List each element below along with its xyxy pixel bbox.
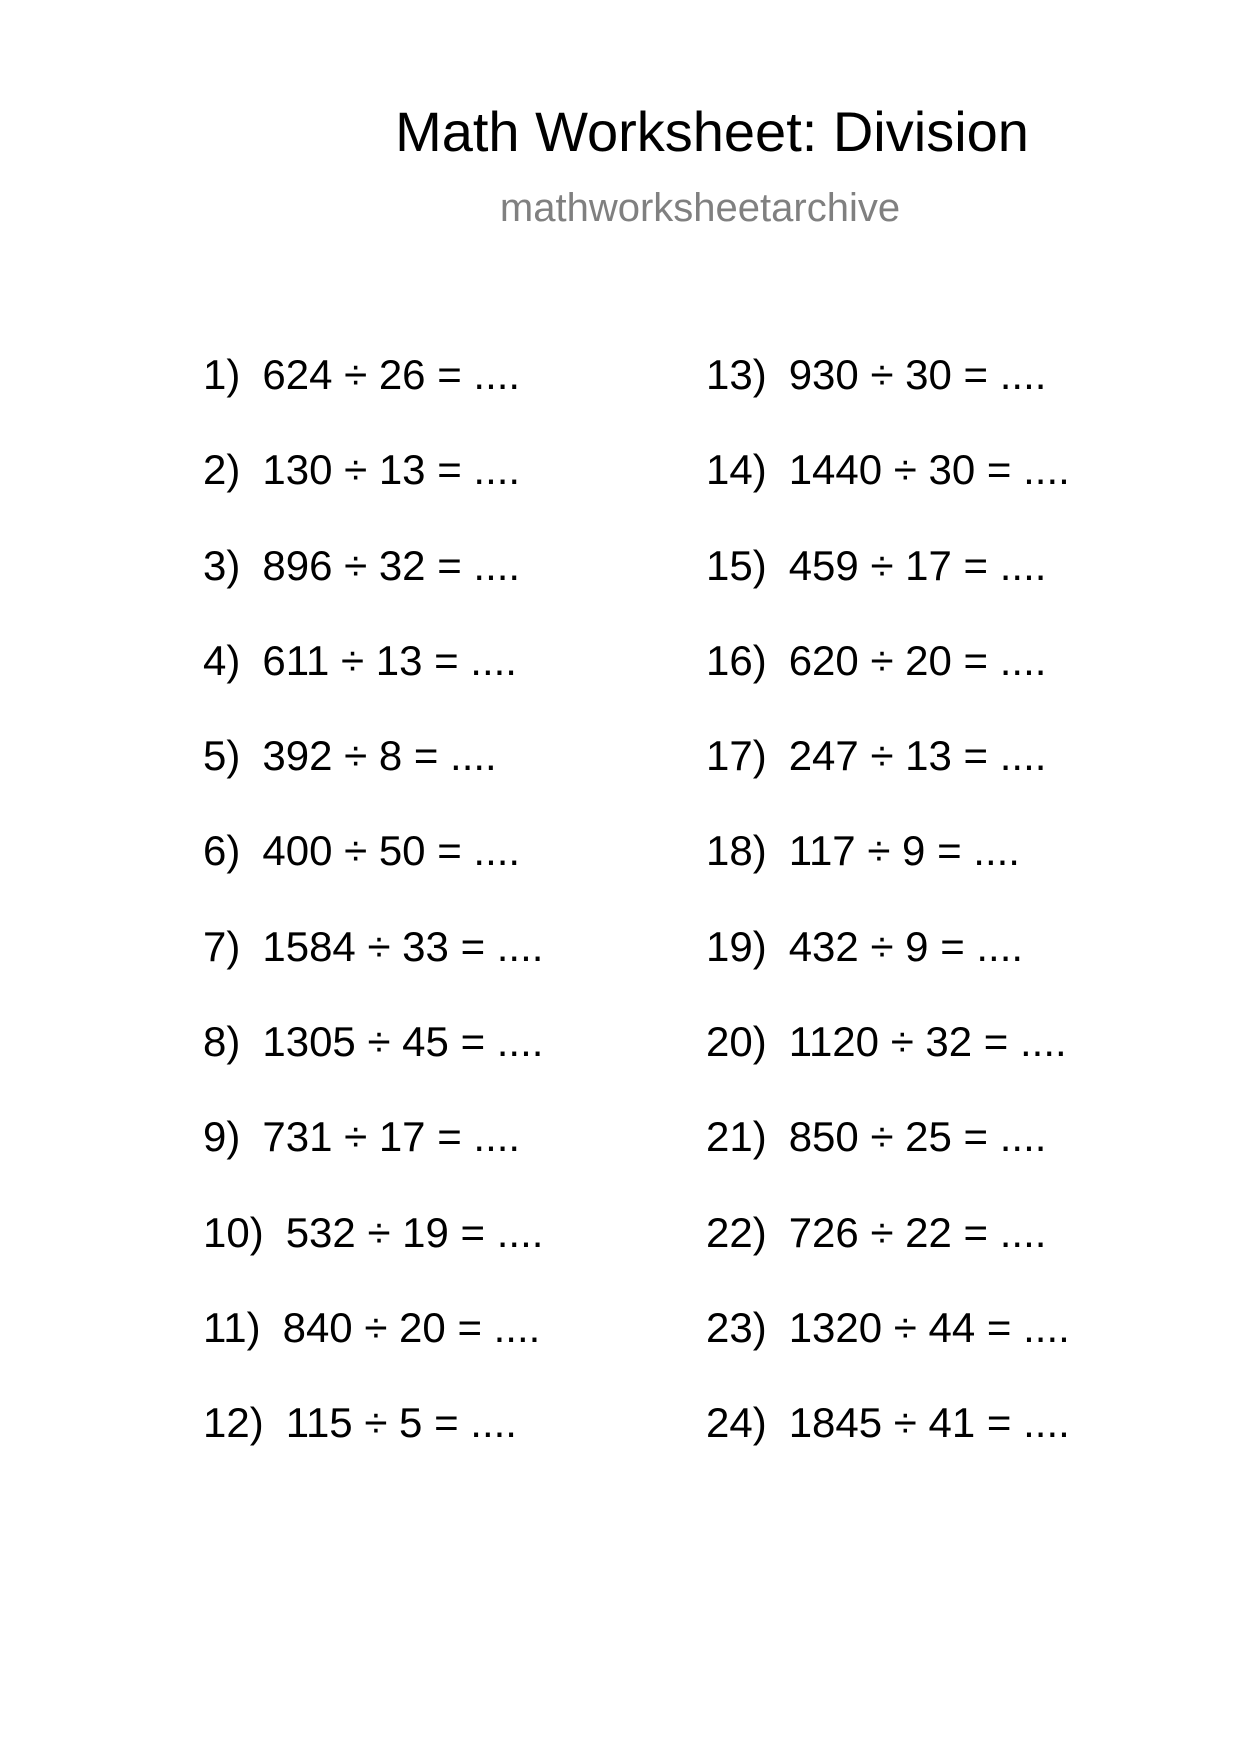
problem-item — [706, 826, 1070, 921]
problem-item — [203, 731, 543, 826]
problem-number: 16) — [706, 636, 767, 684]
problem-number: 1) — [203, 351, 241, 398]
problem-item — [203, 445, 543, 540]
problem-item — [203, 1112, 543, 1207]
problem-number: 4) — [203, 636, 241, 684]
problems-right-column — [706, 350, 1070, 1494]
problem-expression: 1120 ÷ 32 = .... — [788, 1018, 1067, 1066]
problem-item — [706, 636, 1070, 731]
problem-item — [203, 541, 543, 636]
problem-expression: 117 ÷ 9 = .... — [788, 827, 1020, 875]
problem-number: 2) — [203, 446, 241, 494]
problem-item — [706, 1017, 1070, 1112]
problem-number: 6) — [203, 827, 241, 875]
problem-item — [203, 1303, 543, 1398]
problem-number: 21) — [706, 1113, 767, 1161]
problem-expression: 1845 ÷ 41 = .... — [788, 1399, 1070, 1447]
problem-expression: 1440 ÷ 30 = .... — [788, 446, 1070, 494]
problem-expression: 130 ÷ 13 = .... — [262, 446, 521, 494]
problem-item — [203, 826, 543, 921]
problem-expression: 432 ÷ 9 = .... — [788, 922, 1024, 970]
problem-item — [706, 350, 1070, 445]
problem-number: 15) — [706, 541, 767, 589]
problem-expression: 392 ÷ 8 = .... — [262, 732, 497, 780]
problem-number: 10) — [203, 1208, 264, 1256]
problem-expression: 850 ÷ 25 = .... — [788, 1113, 1047, 1161]
problem-number: 5) — [203, 732, 241, 780]
problem-item — [203, 1398, 543, 1493]
problem-expression: 726 ÷ 22 = .... — [788, 1208, 1047, 1256]
problem-expression: 1320 ÷ 44 = .... — [788, 1303, 1070, 1351]
problem-number: 12) — [203, 1399, 264, 1447]
problem-number: 7) — [203, 922, 241, 970]
problem-item — [706, 1112, 1070, 1207]
problem-item — [203, 922, 543, 1017]
problem-item — [706, 922, 1070, 1017]
problem-expression: 247 ÷ 13 = .... — [788, 732, 1047, 780]
problem-expression: 840 ÷ 20 = .... — [282, 1303, 541, 1351]
worksheet-subtitle: mathworksheetarchive — [499, 186, 901, 230]
problem-item — [706, 1208, 1070, 1303]
problem-expression: 624 ÷ 26 = .... — [262, 351, 521, 398]
problem-expression: 930 ÷ 30 = .... — [788, 351, 1047, 398]
problem-number: 18) — [706, 827, 767, 875]
problem-item — [706, 731, 1070, 826]
problem-number: 14) — [706, 446, 767, 494]
problem-expression: 1584 ÷ 33 = .... — [262, 922, 544, 970]
problem-expression: 1305 ÷ 45 = .... — [262, 1018, 544, 1066]
problem-number: 19) — [706, 922, 767, 970]
problem-expression: 611 ÷ 13 = .... — [262, 636, 517, 684]
problem-item — [203, 1208, 543, 1303]
problem-item — [706, 1398, 1070, 1493]
problems-left-column — [203, 350, 543, 1494]
problem-number: 23) — [706, 1303, 767, 1351]
problem-item — [706, 541, 1070, 636]
problem-expression: 400 ÷ 50 = .... — [262, 827, 521, 875]
problem-number: 13) — [706, 351, 767, 398]
problem-number: 11) — [203, 1303, 261, 1351]
problem-expression: 532 ÷ 19 = .... — [285, 1208, 544, 1256]
problem-number: 22) — [706, 1208, 767, 1256]
problem-number: 20) — [706, 1018, 767, 1066]
problem-number: 9) — [203, 1113, 241, 1161]
problem-number: 3) — [203, 541, 241, 589]
problem-item — [203, 636, 543, 731]
problem-item — [706, 445, 1070, 540]
problem-number: 8) — [203, 1018, 241, 1066]
problem-item — [203, 1017, 543, 1112]
problem-number: 17) — [706, 732, 767, 780]
problem-number: 24) — [706, 1399, 767, 1447]
worksheet-title: Math Worksheet: Division — [395, 100, 1029, 163]
problem-item — [203, 350, 543, 445]
problem-expression: 896 ÷ 32 = .... — [262, 541, 521, 589]
problem-expression: 731 ÷ 17 = .... — [262, 1113, 521, 1161]
problem-expression: 459 ÷ 17 = .... — [788, 541, 1047, 589]
problem-expression: 620 ÷ 20 = .... — [788, 636, 1047, 684]
problem-expression: 115 ÷ 5 = .... — [285, 1399, 517, 1447]
problem-item — [706, 1303, 1070, 1398]
